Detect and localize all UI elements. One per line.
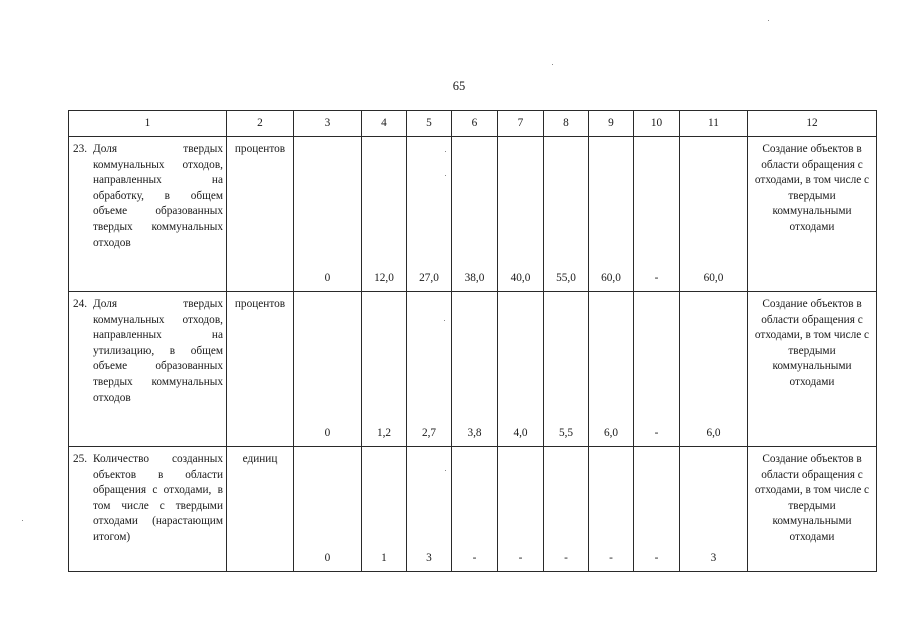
unit-cell: процентов [227, 137, 294, 292]
table-row [69, 447, 877, 572]
col-header-7: 7 [498, 111, 544, 137]
note-cell: Создание объектов в области обращения с отходами, в том числе с твердыми коммунальными отходами [748, 447, 877, 572]
col-header-6: 6 [452, 111, 498, 137]
scan-speck [768, 20, 769, 21]
scan-speck [445, 151, 446, 152]
value-cell: 0 [294, 137, 362, 292]
value-cell: 1 [362, 447, 407, 572]
value-cell: - [634, 137, 680, 292]
value-cell: 60,0 [589, 137, 634, 292]
value-cell: 3 [680, 447, 748, 572]
row-number: 25. [73, 453, 88, 465]
value-cell: 0 [294, 447, 362, 572]
col-header-3: 3 [294, 111, 362, 137]
value-cell: 55,0 [544, 137, 589, 292]
value-cell: 12,0 [362, 137, 407, 292]
indicator-name-cell [69, 447, 227, 572]
indicator-name: Доля твердых коммунальных отходов, направленных на утилизацию, в общем объеме образованных твердых коммунальных отходов [93, 298, 223, 404]
row-number: 24. [73, 298, 88, 310]
col-header-2: 2 [227, 111, 294, 137]
value-cell: 6,0 [589, 292, 634, 447]
value-cell: 3,8 [452, 292, 498, 447]
value-cell: 27,0 [407, 137, 452, 292]
value-cell: - [589, 447, 634, 572]
table-row [69, 292, 877, 447]
col-header-8: 8 [544, 111, 589, 137]
unit-cell: единиц [227, 447, 294, 572]
indicators-table [68, 110, 877, 572]
value-cell: - [544, 447, 589, 572]
indicator-name-cell [69, 137, 227, 292]
value-cell: - [498, 447, 544, 572]
value-cell: 0 [294, 292, 362, 447]
indicator-name: Количество созданных объектов в области обращения с отходами, в том числе с твердыми отходами (нарастающим итогом) [93, 453, 223, 543]
col-header-5: 5 [407, 111, 452, 137]
header-row [69, 111, 877, 137]
col-header-9: 9 [589, 111, 634, 137]
scan-speck [22, 520, 23, 521]
col-header-1: 1 [69, 111, 227, 137]
value-cell: - [634, 292, 680, 447]
indicator-name-cell [69, 292, 227, 447]
scan-speck [552, 64, 553, 65]
scan-speck [444, 320, 445, 321]
col-header-4: 4 [362, 111, 407, 137]
value-cell: 3 [407, 447, 452, 572]
scan-speck [445, 470, 446, 471]
value-cell: 38,0 [452, 137, 498, 292]
table-row [69, 137, 877, 292]
row-number: 23. [73, 143, 88, 155]
value-cell: 6,0 [680, 292, 748, 447]
value-cell: 5,5 [544, 292, 589, 447]
col-header-10: 10 [634, 111, 680, 137]
indicator-name: Доля твердых коммунальных отходов, направленных на обработку, в общем объеме образованных твердых коммунальных отходов [93, 143, 223, 249]
value-cell: 40,0 [498, 137, 544, 292]
value-cell: 4,0 [498, 292, 544, 447]
value-cell: - [452, 447, 498, 572]
note-cell: Создание объектов в области обращения с отходами, в том числе с твердыми коммунальными отходами [748, 292, 877, 447]
unit-cell: процентов [227, 292, 294, 447]
note-cell: Создание объектов в области обращения с отходами, в том числе с твердыми коммунальными отходами [748, 137, 877, 292]
col-header-12: 12 [748, 111, 877, 137]
scan-speck [445, 175, 446, 176]
value-cell: 60,0 [680, 137, 748, 292]
value-cell: - [634, 447, 680, 572]
col-header-11: 11 [680, 111, 748, 137]
page-number: 65 [452, 79, 466, 93]
value-cell: 1,2 [362, 292, 407, 447]
value-cell: 2,7 [407, 292, 452, 447]
